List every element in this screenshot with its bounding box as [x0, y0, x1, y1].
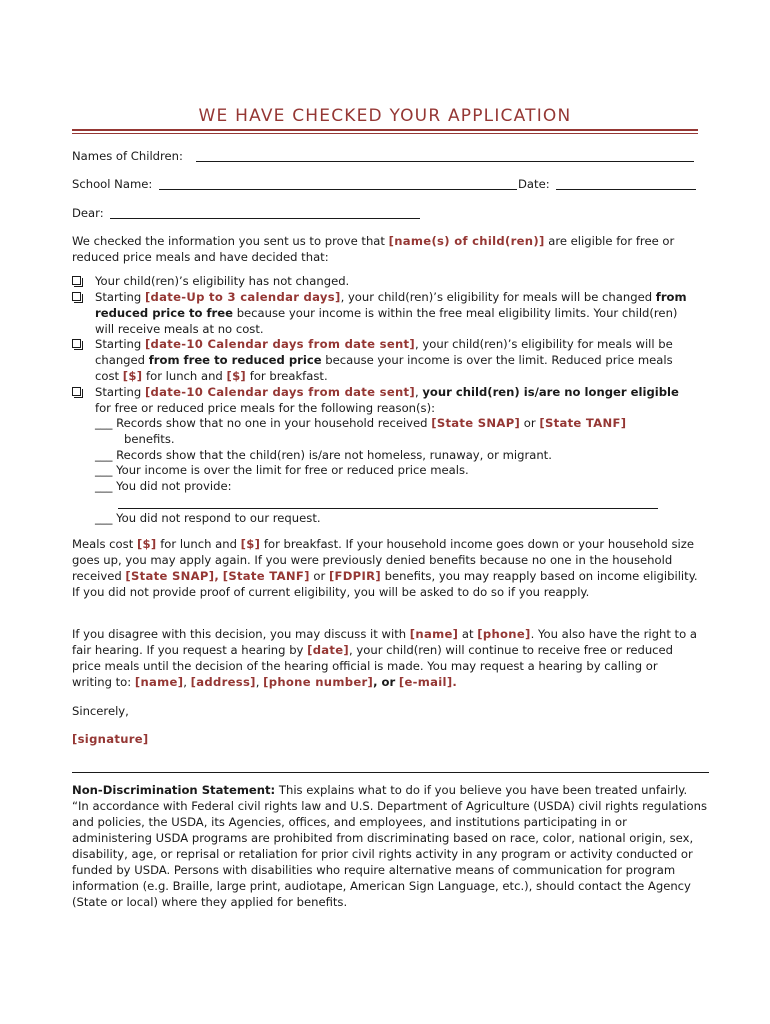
option-checkbox-2[interactable]: [72, 292, 81, 301]
option-4-lead: Starting: [95, 385, 142, 399]
reason-1-cont: benefits.: [124, 432, 175, 446]
hearing-text-c: , your child(ren) will continue to receive free or reduced price meals until the decision of the hearing official is made. You may request a hearing by calling or writing to:: [72, 643, 674, 689]
hearing-paragraph: If you disagree with this decision, you may discuss it with [name] at [phone]. You also have the right to a fair hearing. If you request a hearing by [date], your child(ren) will continue to receive free or reduced price meals until the decision of the hearing official is made. You may request a hearing by calling or writing to: [name], [address], [phone number], or [e-mail].: [72, 627, 697, 689]
option-1-text: Your child(ren)’s eligibility has not changed.: [95, 274, 350, 288]
intro-text-2: are eligible for free or reduced price meals and have decided that:: [72, 234, 675, 264]
breakfast-price-placeholder: [$]: [240, 537, 261, 551]
meals-text-d: benefits, you may reapply based on income eligibility. If you did not provide proof of current eligibility, you will be asked to do so if you reapply.: [72, 569, 698, 599]
date-placeholder: [date-10 Calendar days from date sent]: [144, 385, 415, 399]
not-provided-field[interactable]: [118, 508, 658, 509]
contact-name-placeholder: [name]: [409, 627, 459, 641]
official-name-placeholder: [name]: [134, 675, 184, 689]
signature-placeholder: [signature]: [72, 732, 149, 746]
option-3-tail: because your income is over the limit. Reduced price meals cost: [95, 353, 673, 383]
option-2-middle: , your child(ren)’s eligibility for meals will be changed: [340, 290, 653, 304]
names-of-children-field[interactable]: [196, 161, 694, 162]
nondiscrimination-label: Non-Discrimination Statement:: [72, 783, 276, 797]
meals-text-b: for lunch and: [160, 537, 237, 551]
option-4-bold: your child(ren) is/are no longer eligible: [422, 385, 679, 399]
email-placeholder: [e-mail].: [398, 675, 458, 689]
option-checkbox-3[interactable]: [72, 339, 81, 348]
title-rule-thin: [72, 133, 698, 134]
reason-1-or: or: [523, 416, 536, 430]
option-3-lead: Starting: [95, 337, 142, 351]
phone-number-placeholder: [phone number]: [263, 675, 374, 689]
title-rule: [72, 129, 698, 131]
state-tanf-placeholder: [State TANF]: [222, 569, 310, 583]
lunch-price-placeholder: [$]: [136, 537, 157, 551]
school-name-field[interactable]: [159, 189, 517, 190]
option-3-text-e: for breakfast.: [249, 369, 328, 383]
reason-2: ___ Records show that the child(ren) is/are not homeless, runaway, or migrant.: [95, 448, 552, 462]
option-3-text-d: for lunch and: [146, 369, 223, 383]
reason-4: ___ You did not provide:: [95, 479, 232, 493]
fdpir-placeholder: [FDPIR]: [328, 569, 381, 583]
hearing-or: , or: [373, 675, 396, 689]
nondiscrimination-lead: This explains what to do if you believe you have been treated unfairly.: [278, 783, 688, 797]
option-2-tail: because your income is within the free meal eligibility limits. Your child(ren) will receive meals at no cost.: [95, 306, 678, 336]
option-4-tail: for free or reduced price meals for the following reason(s):: [95, 401, 436, 415]
option-2-bold: from reduced price to free: [95, 290, 687, 320]
page-title: WE HAVE CHECKED YOUR APPLICATION: [198, 106, 572, 126]
reason-5: ___ You did not respond to our request.: [95, 511, 321, 525]
hearing-text-b: . You also have the right to a fair hearing. If you request a hearing by: [72, 627, 697, 657]
phone-placeholder: [phone]: [477, 627, 531, 641]
option-3-middle: , your child(ren)’s eligibility for meals will be changed: [95, 337, 673, 367]
meals-comma: ,: [214, 569, 220, 583]
state-snap-placeholder: [State SNAP]: [125, 569, 215, 583]
intro-paragraph: [72, 233, 698, 265]
date-placeholder: [date-Up to 3 calendar days]: [144, 290, 341, 304]
reason-3: ___ Your income is over the limit for free or reduced price meals.: [95, 463, 469, 477]
breakfast-price-placeholder: [$]: [226, 369, 247, 383]
option-3-bold: from free to reduced price: [148, 353, 322, 367]
date-field[interactable]: [556, 189, 696, 190]
option-2-lead: Starting: [95, 290, 142, 304]
dear-field[interactable]: [110, 218, 420, 219]
names-of-children-label: Names of Children:: [72, 149, 183, 163]
intro-text: We checked the information you sent us to prove that: [72, 234, 385, 248]
reason-1-text: ___ Records show that no one in your household received: [95, 416, 428, 430]
section-divider: [72, 772, 709, 773]
lunch-price-placeholder: [$]: [122, 369, 143, 383]
address-placeholder: [address]: [190, 675, 256, 689]
option-2-text: [95, 289, 695, 337]
state-tanf-placeholder: [State TANF]: [539, 416, 627, 430]
option-checkbox-1[interactable]: [72, 276, 81, 285]
date-label: Date:: [518, 177, 550, 191]
state-snap-placeholder: [State SNAP]: [431, 416, 521, 430]
meals-text-c: for breakfast. If your household income goes down or your household size goes up, you may apply again. If you were previously denied benefits because no one in the household received: [72, 537, 695, 583]
option-4-text: [95, 384, 695, 416]
dear-label: Dear:: [72, 206, 104, 220]
nondiscrimination-body: “In accordance with Federal civil rights law and U.S. Department of Agriculture (USDA) civil rights regulations and policies, the USDA, its Agencies, offices, and employees, and institutions participating in or administering USDA programs are prohibited from discriminating based on race, color, national origin, sex, disability, age, or reprisal or retaliation for prior civil rights activity in any program or activity conducted or funded by USDA. Persons with disabilities who require alternative means of communication for program information (e.g. Braille, large print, audiotape, American Sign Language, etc.), should contact the Agency (State or local) where they applied for benefits.: [72, 799, 707, 909]
meals-text-a: Meals cost: [72, 537, 134, 551]
meals-paragraph: [72, 536, 698, 600]
school-name-label: School Name:: [72, 177, 153, 191]
child-name-placeholder: [name(s) of child(ren)]: [388, 234, 545, 248]
hearing-text-a: If you disagree with this decision, you may discuss it with: [72, 627, 407, 641]
meals-or: or: [313, 569, 326, 583]
option-checkbox-4[interactable]: [72, 387, 81, 396]
option-4-comma: ,: [415, 385, 419, 399]
reason-1: [95, 415, 695, 431]
hearing-at: at: [461, 627, 474, 641]
closing-sincerely: Sincerely,: [72, 704, 129, 718]
hearing-date-placeholder: [date]: [307, 643, 350, 657]
date-placeholder: [date-10 Calendar days from date sent]: [144, 337, 415, 351]
nondiscrimination-statement: [72, 782, 709, 910]
option-3-text: [95, 336, 695, 384]
